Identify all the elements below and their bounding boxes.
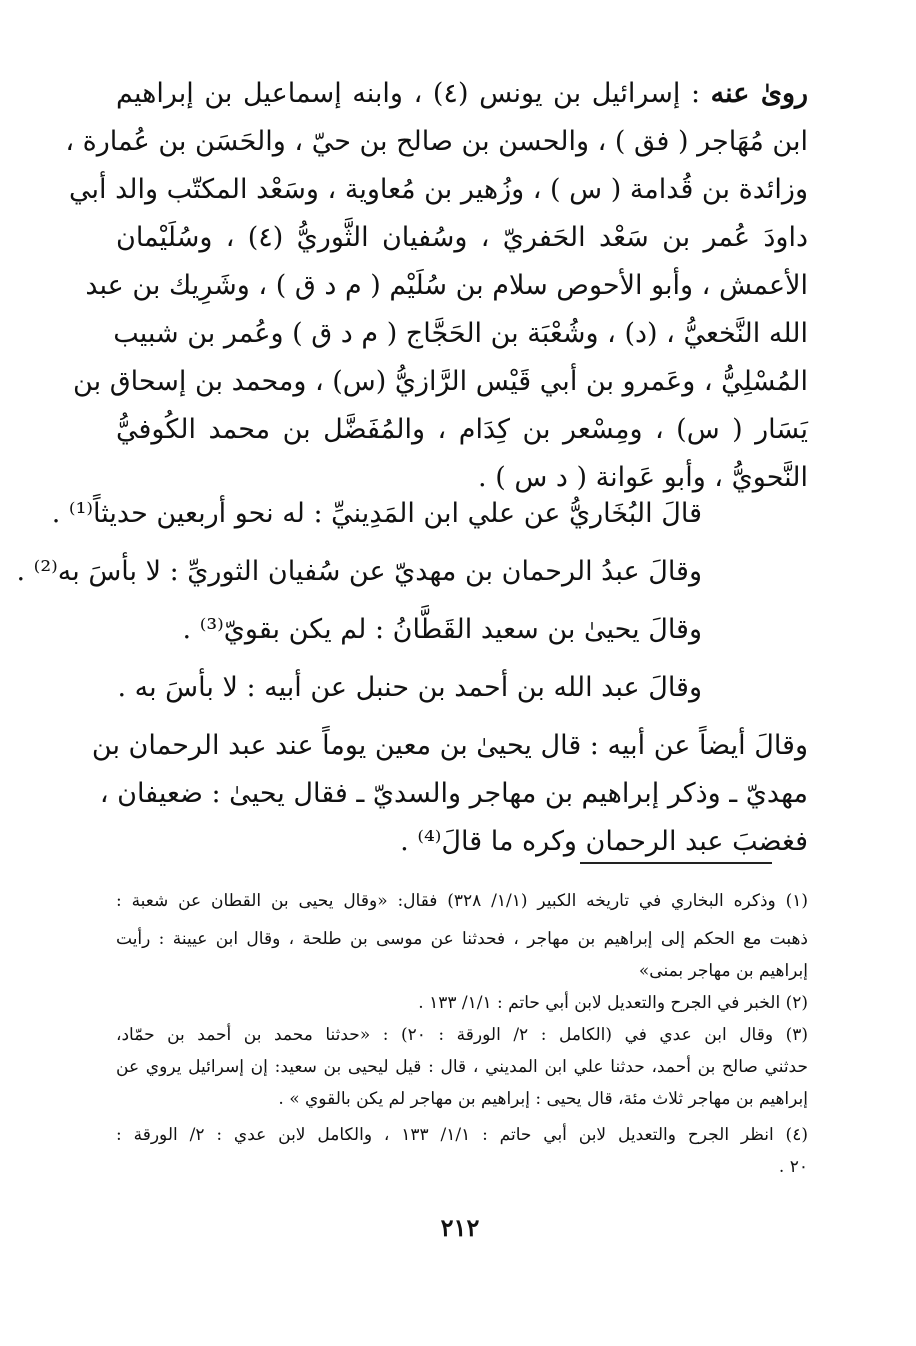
narrators-line-5: الأعمش ، وأبو الأحوص سلام بن سُلَيْم ( م د ق ) ، وشَرِيك بن عبد [85,270,808,301]
narrators-line-9: النَّحويُّ ، وأبو عَوانة ( د س ) . [478,462,808,493]
footnote-line-9: ٢٠ . [778,1157,808,1177]
footnote-line-4: (٢) الخبر في الجرح والتعديل لابن أبي حاتم : ١/١/ ١٣٣ . [418,993,808,1013]
quote-al-qattan: وقالَ يحيىٰ بن سعيد القَطَّانُ : لم يكن بقويّ⁽³⁾ . [182,614,702,645]
narrators-text: : إسرائيل بن يونس (٤) ، وابنه إسماعيل بن إبراهيم [116,78,701,109]
footnote-separator [580,862,772,864]
last-para-line-1: وقالَ أيضاً عن أبيه : قال يحيىٰ بن معين يوماً عند عبد الرحمان بن [91,730,808,761]
narrators-line-4: داودَ عُمر بن سَعْد الحَفريّ ، وسُفيان الثَّوريُّ (٤) ، وسُلَيْمان [116,222,808,253]
footnote-line-3: إبراهيم بن مهاجر بمنى» [638,961,808,981]
footnote-line-1: (١) وذكره البخاري في تاريخه الكبير (١/١/ ٣٢٨) فقال: «وقال يحيى بن القطان عن شعبة : [116,891,809,911]
page-number: ٢١٢ [440,1213,480,1242]
quote-ibn-mahdi: وقالَ عبدُ الرحمان بن مهديّ عن سُفيان الثوريِّ : لا بأسَ به⁽²⁾ . [16,556,702,587]
footnote-line-7: إبراهيم بن مهاجر ثلاث مئة، قال يحيى : إبراهيم بن مهاجر لم يكن بالقوي » . [278,1089,808,1109]
last-para-line-2: مهديّ ـ وذكر إبراهيم بن مهاجر والسديّ ـ فقال يحيىٰ : ضعيفان ، [99,778,808,809]
quote-bukhari: قالَ البُخَاريُّ عن علي ابن المَدِينيِّ : له نحو أربعين حديثاً⁽¹⁾ . [51,498,702,529]
footnote-line-2: ذهبت مع الحكم إلى إبراهيم بن مهاجر ، فحدثنا عن موسى بن طلحة ، وقال ابن عيينة : رأيت [116,929,808,949]
narrators-line-8: يَسَار ( س) ، ومِسْعر بن كِدَام ، والمُفَضَّل بن محمد الكُوفيُّ [116,414,808,445]
narrators-line-2: ابن مُهَاجر ( فق ) ، والحسن بن صالح بن حيّ ، والحَسَن بن عُمارة ، [65,126,808,157]
narrators-line-6: الله النَّخعيُّ ، (د) ، وشُعْبَة بن الحَجَّاج ( م د ق ) وعُمر بن شبيب [113,318,808,349]
footnote-line-8: (٤) انظر الجرح والتعديل لابن أبي حاتم : ١/١/ ١٣٣ ، والكامل لابن عدي : ٢/ الورقة : [116,1125,808,1145]
narrators-line-1 [116,70,808,118]
footnote-line-5: (٣) وقال ابن عدي في (الكامل : ٢/ الورقة : ٢٠) : «حدثنا محمد بن أحمد بن حمّاد، [116,1025,808,1045]
narrators-line-3: وزائدة بن قُدامة ( س ) ، وزُهير بن مُعاوية ، وسَعْد المكتّب والد أبي [68,174,808,205]
last-para-line-3: فغضبَ عبد الرحمان وكره ما قالَ⁽⁴⁾ . [400,826,808,857]
narrators-lead: روىٰ عنه [710,78,809,109]
quote-abdullah-ibn-ahmad: وقالَ عبد الله بن أحمد بن حنبل عن أبيه : لا بأسَ به . [117,672,702,703]
narrators-line-7: المُسْلِيُّ ، وعَمرو بن أبي قَيْس الرَّازيُّ (س) ، ومحمد بن إسحاق بن [73,366,808,397]
footnote-line-6: حدثني صالح بن أحمد، حدثنا علي ابن المديني ، قال : قيل ليحيى بن سعيد: إن إسرائيل يروي عن [116,1057,808,1077]
